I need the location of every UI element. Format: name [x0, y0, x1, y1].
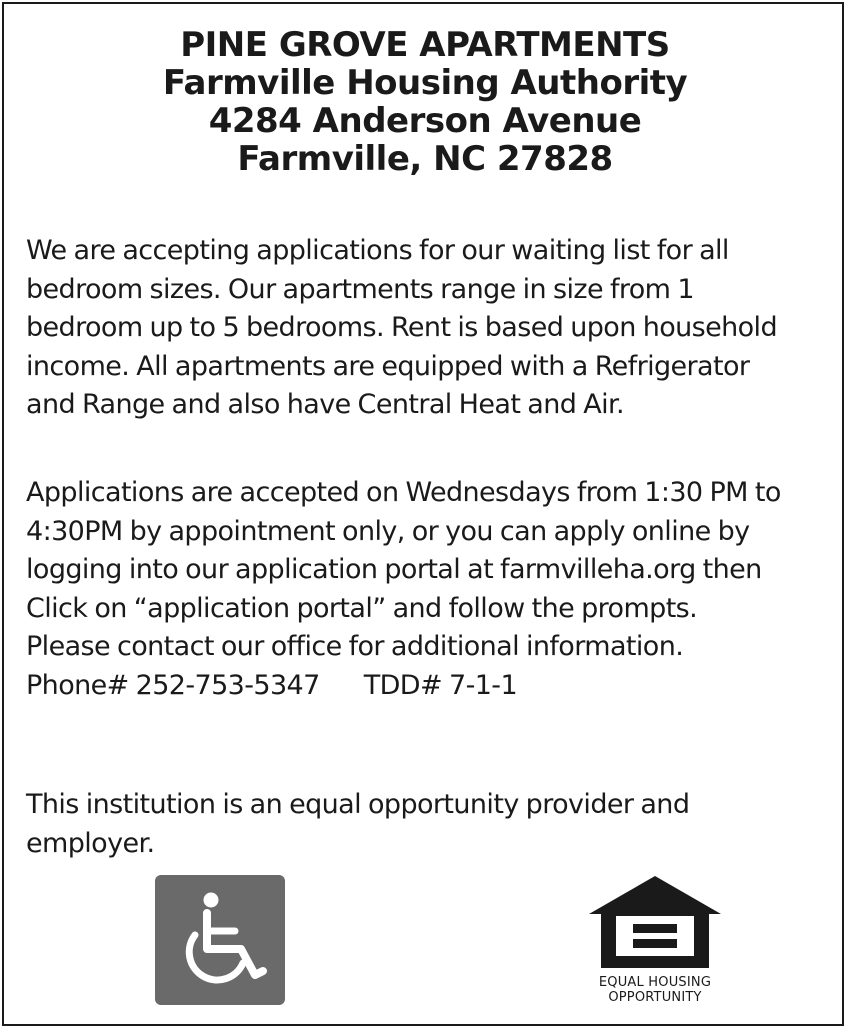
phone-number: Phone# 252-753-5347 [26, 669, 320, 701]
statement-line: This institution is an equal opportunity provider and [26, 789, 690, 820]
equal-housing-icon [585, 872, 725, 1012]
city-state-zip: Farmville, NC 27828 [237, 139, 613, 179]
property-name: PINE GROVE APARTMENTS [180, 25, 670, 65]
application-line: Click on “application portal” and follow the prompts. [26, 592, 698, 624]
description-line: bedroom up to 5 bedrooms. Rent is based upon household [26, 312, 778, 343]
description-paragraph [26, 232, 822, 425]
description-line: and Range and also have Central Heat and Air. [26, 389, 625, 420]
statement-line: employer. [26, 827, 155, 859]
equal-housing-label: EQUAL HOUSING [598, 975, 712, 990]
description-line: We are accepting applications for our waiting list for all [26, 235, 729, 266]
wheelchair-icon [155, 875, 285, 1005]
description-line: income. All apartments are equipped with a Refrigerator [26, 350, 750, 382]
application-paragraph [26, 474, 822, 705]
description-line: bedroom sizes. Our apartments range in size from 1 [26, 273, 694, 305]
application-line: Please contact our office for additional information. [26, 631, 684, 662]
street-address: 4284 Anderson Avenue [208, 101, 642, 141]
ad-header [0, 26, 850, 178]
equal-opportunity-statement [26, 786, 822, 863]
application-line: 4:30PM by appointment only, or you can apply online by [26, 515, 750, 547]
application-line: Applications are accepted on Wednesdays from 1:30 PM to [26, 477, 781, 508]
authority-name: Farmville Housing Authority [162, 63, 688, 103]
opportunity-label: OPPORTUNITY [608, 990, 702, 1005]
tdd-number: TDD# 7-1-1 [363, 669, 518, 701]
application-line: logging into our application portal at farmvilleha.org then [26, 554, 762, 585]
contact-line [26, 667, 822, 706]
